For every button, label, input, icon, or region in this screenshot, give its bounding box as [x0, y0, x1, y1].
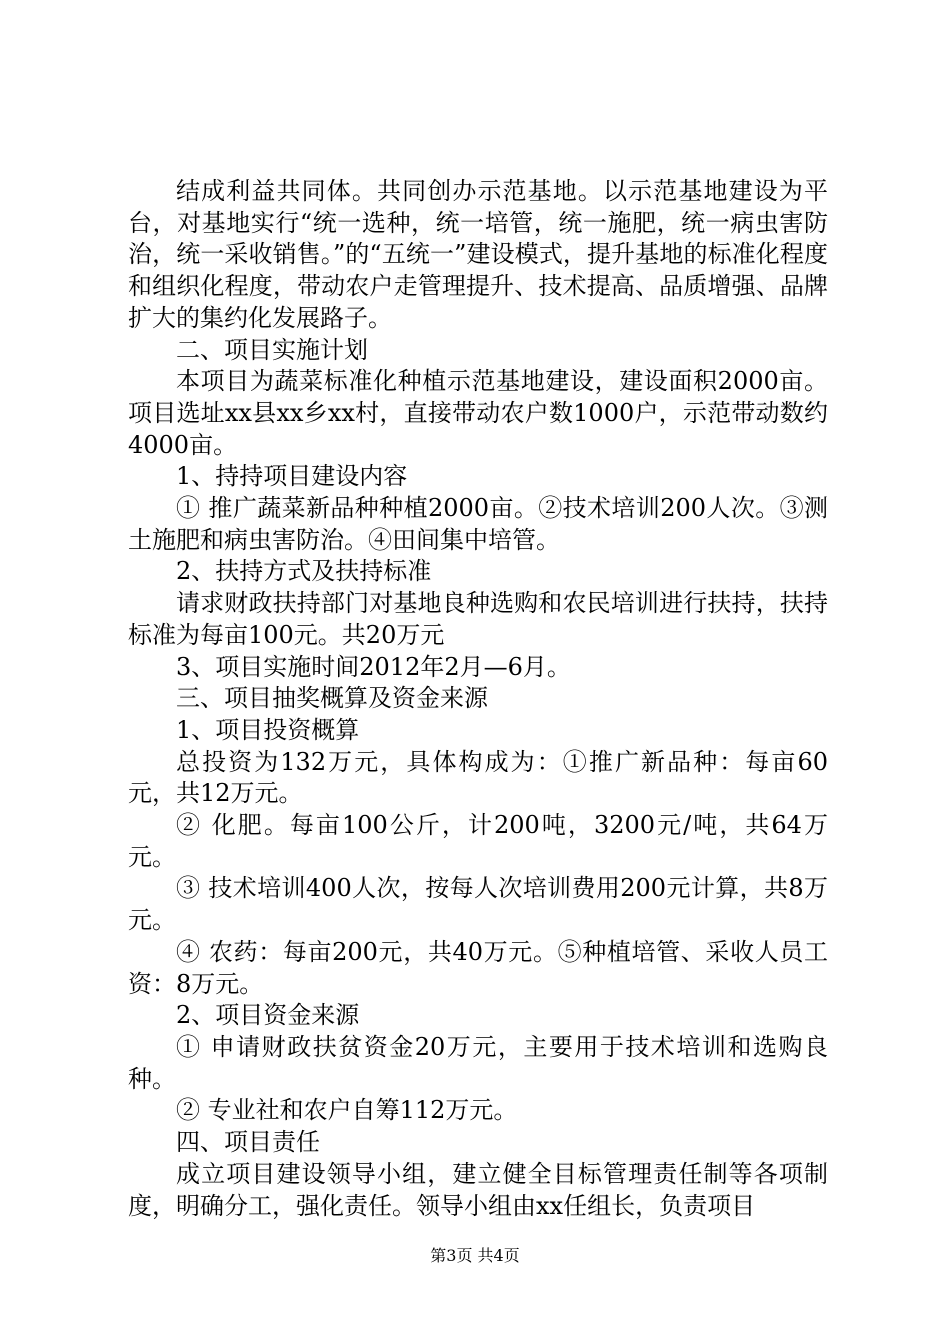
- paragraph-7: 请求财政扶持部门对基地良种选购和农民培训进行扶持，扶持标准为每亩100元。共20万元: [128, 589, 828, 649]
- paragraph-14: ④ 农药：每亩200元，共40万元。⑤种植培管、采收人员工资：8万元。: [128, 937, 828, 998]
- paragraph-17: ② 专业社和农户自筹112万元。: [176, 1096, 518, 1125]
- paragraph-8: 3、项目实施时间2012年2月—6月。: [176, 652, 571, 681]
- subheading-6: 2、扶持方式及扶持标准: [176, 557, 432, 586]
- paragraph-16: ① 申请财政扶贫资金20万元，主要用于技术培训和选购良种。: [128, 1032, 828, 1093]
- subheading-4: 1、持持项目建设内容: [176, 462, 408, 491]
- paragraph-12: ② 化肥。每亩100公斤，计200吨，3200元/吨，共64万元。: [128, 811, 828, 871]
- page-footer: 第3页 共4页: [430, 1246, 520, 1265]
- section-heading-9: 三、项目抽奖概算及资金来源: [176, 684, 488, 713]
- section-heading-2: 二、项目实施计划: [176, 335, 368, 364]
- paragraph-11: 总投资为132万元，具体构成为：①推广新品种：每亩60元，共12万元。: [128, 747, 828, 808]
- paragraph-19: 成立项目建设领导小组，建立健全目标管理责任制等各项制度，明确分工，强化责任。领导小组由xx任组长，负责项目: [128, 1159, 828, 1220]
- paragraph-13: ③ 技术培训400人次，按每人次培训费用200元计算，共8万元。: [128, 874, 828, 935]
- section-heading-18: 四、项目责任: [176, 1128, 320, 1157]
- document-body: [128, 176, 828, 1222]
- paragraph-5: ① 推广蔬菜新品种种植2000亩。②技术培训200人次。③测土施肥和病虫害防治。④田间集中培管。: [128, 494, 828, 554]
- paragraph-1: 结成利益共同体。共同创办示范基地。以示范基地建设为平台，对基地实行“统一选种，统一培管，统一施肥，统一病虫害防治，统一采收销售。”的“五统一”建设模式，提升基地的标准化程度和组织化程度，带动农户走管理提升、技术提高、品质增强、品牌扩大的集约化发展路子。: [128, 177, 828, 332]
- subheading-15: 2、项目资金来源: [176, 1001, 360, 1030]
- paragraph-3: 本项目为蔬菜标准化种植示范基地建设，建设面积2000亩。项目选址xx县xx乡xx村，直接带动农户数1000户，示范带动数约4000亩。: [128, 367, 828, 459]
- subheading-10: 1、项目投资概算: [176, 715, 360, 744]
